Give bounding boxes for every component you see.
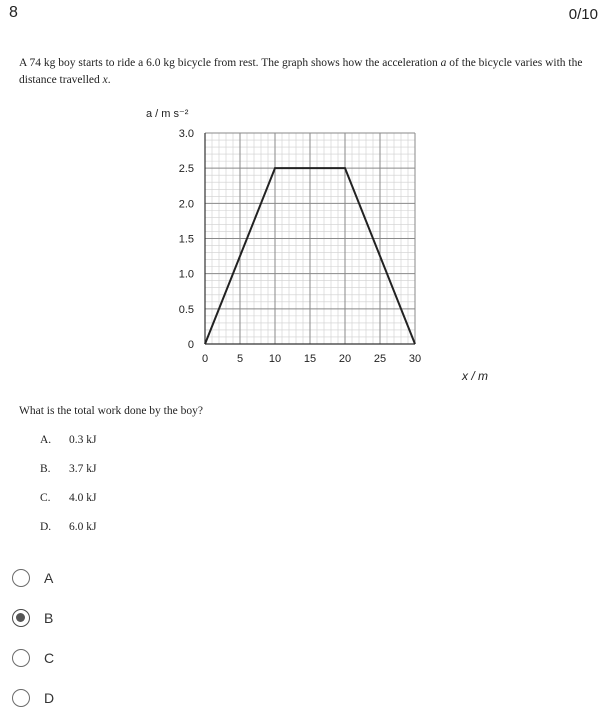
chart-grid bbox=[205, 133, 415, 344]
answer-choice-d[interactable] bbox=[12, 686, 54, 710]
stem-variable-a: a bbox=[440, 57, 447, 69]
x-axis-label: x / m bbox=[462, 369, 488, 383]
option-letter: D. bbox=[40, 521, 52, 533]
question-number: 8 bbox=[9, 4, 18, 21]
y-tick-label: 1.0 bbox=[178, 268, 194, 281]
y-axis-label: a / m s⁻² bbox=[146, 108, 189, 120]
y-tick-label: 1.5 bbox=[178, 233, 194, 246]
score-indicator: 0/10 bbox=[568, 6, 598, 23]
option-letter: A. bbox=[40, 434, 52, 446]
option-letter: B. bbox=[40, 463, 51, 475]
answer-label: B bbox=[44, 610, 54, 626]
x-tick-label: 5 bbox=[236, 353, 244, 365]
option-value: 4.0 kJ bbox=[69, 492, 97, 504]
stem-variable-x: x bbox=[102, 74, 108, 86]
y-tick-label: 2.5 bbox=[178, 163, 194, 176]
answer-choice-b[interactable] bbox=[12, 606, 53, 630]
x-tick-label: 0 bbox=[201, 353, 209, 365]
x-tick-label: 20 bbox=[338, 353, 352, 365]
option-letter: C. bbox=[40, 492, 51, 504]
radio-button[interactable] bbox=[12, 609, 30, 627]
option-value: 6.0 kJ bbox=[69, 521, 97, 533]
y-tick-label: 2.0 bbox=[178, 198, 194, 211]
stem-text-2: of the bicycle varies with the distance travelled bbox=[19, 57, 583, 86]
answer-choice-c[interactable] bbox=[12, 646, 54, 670]
answer-label: A bbox=[44, 570, 54, 586]
y-tick-label: 0.5 bbox=[178, 303, 194, 316]
radio-button[interactable] bbox=[12, 689, 30, 707]
chart-tick-labels bbox=[179, 128, 421, 365]
answer-choice-a[interactable] bbox=[12, 566, 53, 590]
x-tick-label: 30 bbox=[408, 353, 422, 365]
option-value: 0.3 kJ bbox=[69, 434, 97, 446]
y-tick-label: 0 bbox=[187, 339, 194, 351]
radio-button[interactable] bbox=[12, 649, 30, 667]
answer-label: D bbox=[44, 690, 55, 706]
x-tick-label: 10 bbox=[268, 353, 282, 365]
stem-text-1: A 74 kg boy starts to ride a 6.0 kg bicycle from rest. The graph shows how the acceleration bbox=[19, 57, 441, 69]
answer-label: C bbox=[44, 650, 55, 666]
stem-text-3: . bbox=[107, 74, 111, 86]
option-value: 3.7 kJ bbox=[69, 463, 97, 475]
x-tick-label: 25 bbox=[373, 353, 387, 365]
radio-button[interactable] bbox=[12, 569, 30, 587]
question-prompt: What is the total work done by the boy? bbox=[19, 405, 203, 417]
x-tick-label: 15 bbox=[303, 353, 317, 365]
y-tick-label: 3.0 bbox=[178, 128, 194, 140]
